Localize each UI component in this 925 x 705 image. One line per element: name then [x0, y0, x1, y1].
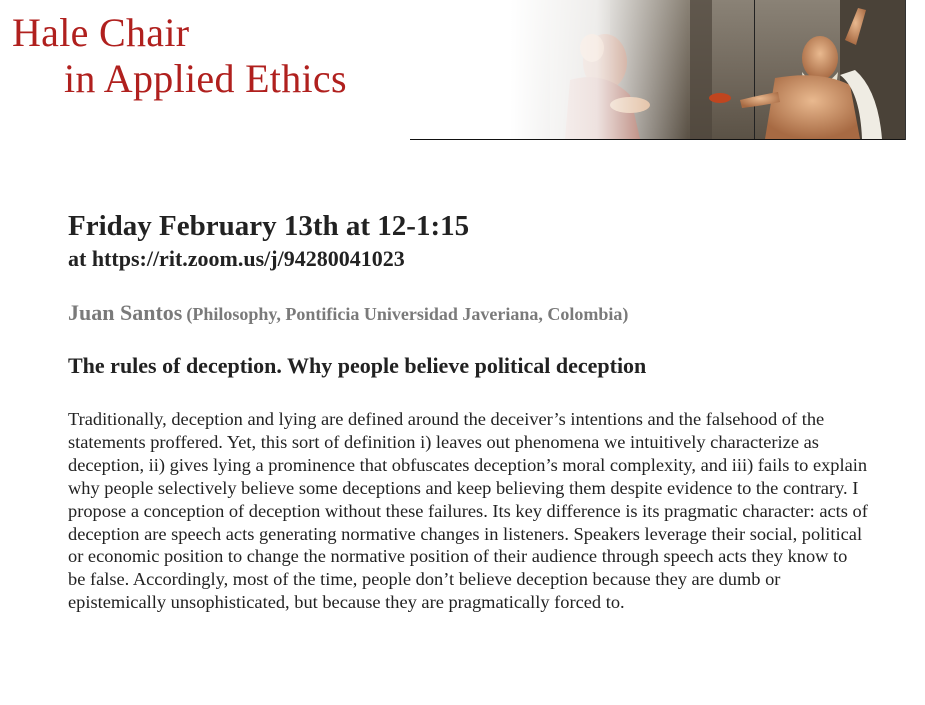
talk-title: The rules of deception. Why people believe political deception — [68, 353, 647, 378]
event-content — [68, 208, 868, 614]
banner-title — [12, 10, 347, 102]
painting-image — [510, 0, 905, 139]
speaker-line — [68, 300, 858, 326]
talk-abstract: Traditionally, deception and lying are defined around the deceiver’s intentions and the falsehood of the statements proffered. Yet, this sort of definition i) leaves out phenomena we intuitively characterize as deception, ii) gives lying a prominence that obfuscates deception’s moral complexity, and iii) fails to explain why people selectively believe some deceptions and keep believing them despite evidence to the contrary. I propose a conception of deception without these failures. Its key difference is its pragmatic character: acts of deception are speech acts generating normative changes in listeners. Speakers leverage their social, political or economic position to change the normative position of their audience through speech acts they know to be false. Accordingly, most of the time, people don’t believe deception because they are dumb or epistemically unsophisticated, but because they are pragmatically forced to. — [68, 409, 868, 613]
banner-title-line1: Hale Chair — [12, 10, 190, 55]
banner-title-line2: in Applied Ethics — [64, 56, 347, 101]
banner-vertical-divider — [905, 0, 906, 140]
speaker-name: Juan Santos — [68, 300, 183, 325]
event-date: Friday February 13th at 12-1:15 — [68, 210, 470, 242]
header-banner — [0, 0, 925, 150]
banner-divider — [410, 139, 905, 140]
event-zoom-link[interactable]: at https://rit.zoom.us/j/94280041023 — [68, 246, 405, 271]
speaker-affiliation: (Philosophy, Pontificia Universidad Javeriana, Colombia) — [186, 304, 629, 324]
